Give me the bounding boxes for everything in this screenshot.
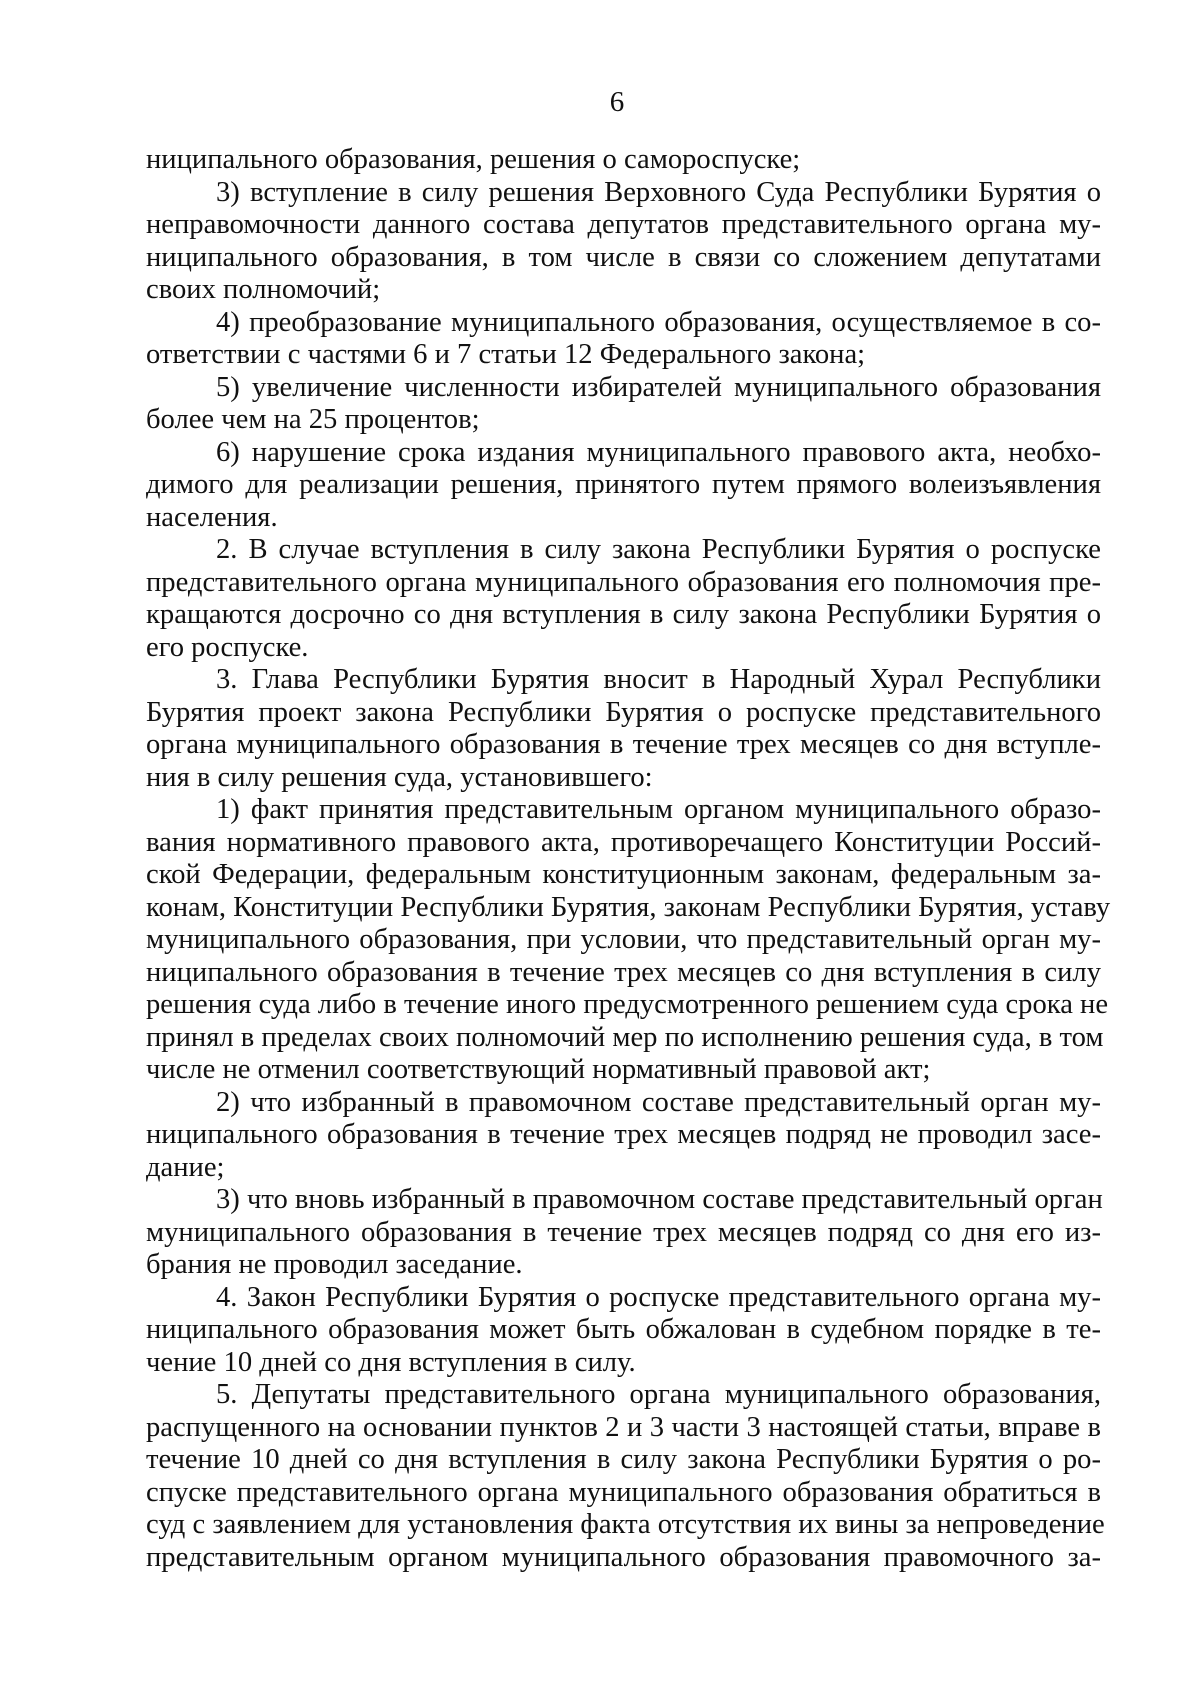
text-line: вания нормативного правового акта, противоречащего Конституции Россий- [146,826,1101,858]
text-line: чение 10 дней со дня вступления в силу. [146,1346,636,1378]
text-line: 1) факт принятия представительным органом муниципального образо- [216,794,1101,825]
text-line: 3. Глава Республики Бурятия вносит в Народный Хурал Республики [216,664,1101,695]
text-line: населения. [146,501,278,533]
text-line: кращаются досрочно со дня вступления в силу закона Республики Бурятия о [146,599,1101,630]
text-line: 2. В случае вступления в силу закона Республики Бурятия о роспуске [216,534,1101,565]
text-line: его роспуске. [146,631,309,663]
text-line: ниципального образования, решения о самороспуске; [146,144,801,175]
text-line: конам, Конституции Республики Бурятия, законам Республики Бурятия, уставу [146,891,1111,923]
text-line: течение 10 дней со дня вступления в силу закона Республики Бурятия о ро- [146,1444,1101,1475]
text-line: решения суда либо в течение иного предусмотренного решением суда срока не [146,989,1109,1020]
text-line: 3) вступление в силу решения Верховного Суда Республики Бурятия о [216,176,1101,208]
document-body [146,144,1111,1574]
text-line: неправомочности данного состава депутатов представительного органа му- [146,209,1101,240]
text-line: 5) увеличение численности избирателей муниципального образования [216,371,1101,403]
text-line: своих полномочий; [146,274,381,305]
text-line: представительного органа муниципального образования его полномочия пре- [146,566,1101,598]
text-line: ниципального образования, в том числе в связи со сложением депутатами [146,241,1101,273]
text-line: ниципального образования в течение трех месяцев со дня вступления в силу [146,956,1101,988]
text-line: ниципального образования в течение трех месяцев подряд не проводил засе- [146,1119,1101,1150]
text-line: ния в силу решения суда, установившего: [146,761,653,793]
text-line: ской Федерации, федеральным конституционным законам, федеральным за- [146,859,1101,890]
page-number: 6 [609,86,625,118]
text-line: суд с заявлением для установления факта отсутствия их вины за непроведение [146,1509,1105,1540]
text-line: принял в пределах своих полномочий мер по исполнению решения суда, в том [146,1021,1104,1053]
text-line: 4) преобразование муниципального образования, осуществляемое в со- [216,306,1101,338]
text-line: ответствии с частями 6 и 7 статьи 12 Федерального закона; [146,339,866,370]
text-line: брания не проводил заседание. [146,1249,523,1280]
text-line: муниципального образования, при условии, что представительный орган му- [146,924,1101,955]
text-line: муниципального образования в течение трех месяцев подряд со дня его из- [146,1216,1101,1248]
text-line: ниципального образования может быть обжалован в судебном порядке в те- [146,1314,1101,1345]
text-line: 5. Депутаты представительного органа муниципального образования, [216,1379,1101,1410]
text-line: 4. Закон Республики Бурятия о роспуске представительного органа му- [216,1281,1101,1313]
text-line: 3) что вновь избранный в правомочном составе представительный орган [216,1184,1103,1215]
text-line: 6) нарушение срока издания муниципального правового акта, необхо- [216,436,1101,468]
text-line: распущенного на основании пунктов 2 и 3 части 3 настоящей статьи, вправе в [146,1411,1101,1443]
text-line: дание; [146,1151,225,1183]
text-line: органа муниципального образования в течение трех месяцев со дня вступле- [146,729,1101,760]
text-line: числе не отменил соответствующий нормативный правовой акт; [146,1054,931,1085]
text-line: спуске представительного органа муниципального образования обратиться в [146,1476,1101,1508]
text-line: представительным органом муниципального образования правомочного за- [146,1541,1101,1573]
text-line: 2) что избранный в правомочном составе представительный орган му- [216,1086,1101,1118]
text-line: Бурятия проект закона Республики Бурятия о роспуске представительного [146,696,1101,728]
text-line: димого для реализации решения, принятого путем прямого волеизъявления [146,469,1101,500]
text-line: более чем на 25 процентов; [146,404,480,435]
